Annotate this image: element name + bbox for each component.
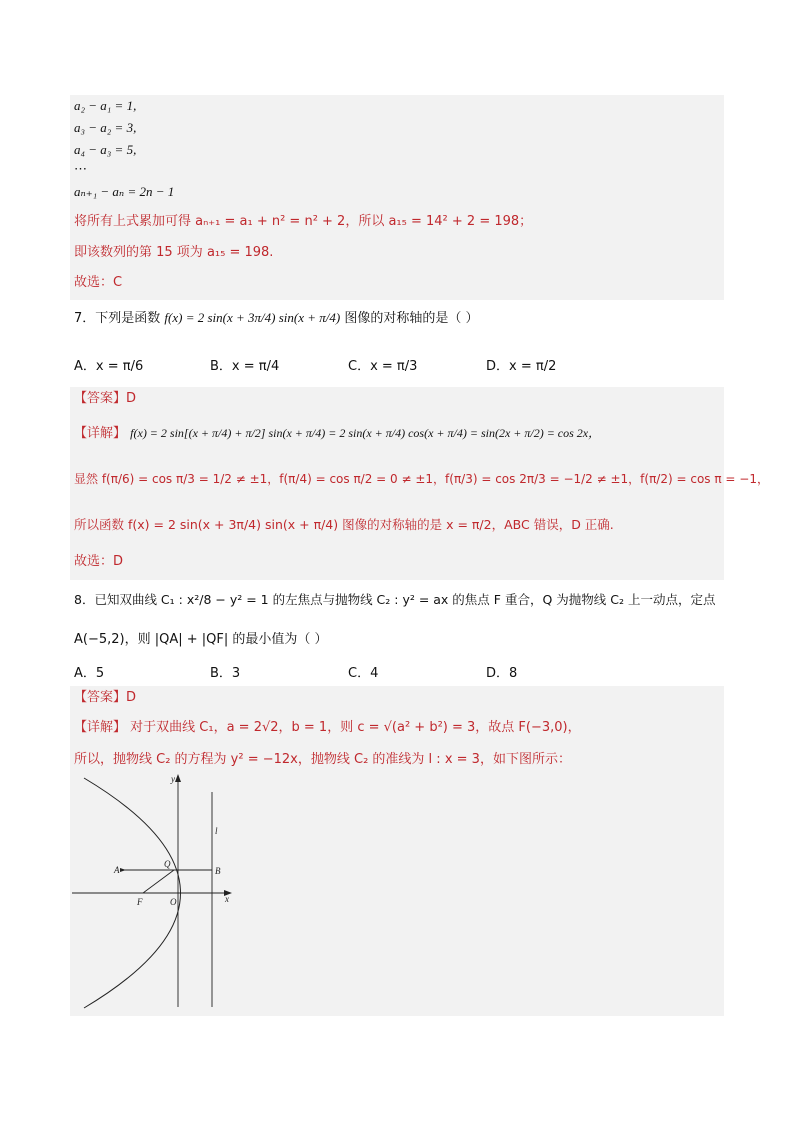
q8-option-d[interactable]: D．8	[486, 666, 518, 681]
sol6-ellipsis: ⋯	[74, 162, 87, 177]
q8-detail-text1: 对于双曲线 C₁，a = 2√2，b = 1，则 c = √(a² + b²) = 3，故点 F(−3,0)，	[130, 720, 581, 735]
q7-option-b[interactable]: B．x = π/4	[210, 359, 280, 374]
sol6-choice: 故选：C	[74, 275, 123, 290]
sol6-conclusion: 即该数列的第 15 项为 a₁₅ = 198.	[74, 245, 274, 260]
a-arrow	[120, 868, 126, 872]
q8-option-a[interactable]: A．5	[74, 666, 105, 681]
q8-option-b[interactable]: B．3	[210, 666, 241, 681]
q7-option-c[interactable]: C．x = π/3	[348, 359, 418, 374]
q7-detail-equation: f(x) = 2 sin[(x + π/4) + π/2] sin(x + π/4) = 2 sin(x + π/4) cos(x + π/4) = sin(2x + π/2) = cos 2x，	[130, 426, 601, 440]
q7-choice: 故选：D	[74, 554, 124, 569]
label-l: l	[215, 826, 218, 836]
q7-stem	[74, 310, 479, 327]
q7-detail	[74, 426, 600, 442]
q7-option-a[interactable]: A．x = π/6	[74, 359, 144, 374]
label-y: y	[171, 774, 175, 784]
q7-stem-function: f(x) = 2 sin(x + 3π/4) sin(x + π/4)	[164, 310, 341, 325]
q7-stem-pre: 7．下列是函数	[74, 311, 161, 326]
q8-detail-line2: 所以，抛物线 C₂ 的方程为 y² = −12x，抛物线 C₂ 的准线为 l : x = 3，如下图所示：	[74, 752, 571, 767]
label-o: O	[170, 897, 177, 907]
q8-option-c[interactable]: C．4	[348, 666, 379, 681]
q8-answer: 【答案】D	[74, 690, 137, 705]
label-q: Q	[164, 859, 171, 869]
sol6-eq3: a₄ − a₃ = 5,	[74, 142, 137, 157]
label-x: x	[225, 894, 229, 904]
sol6-eq1: a₂ − a₁ = 1,	[74, 98, 137, 113]
label-a: A	[114, 865, 120, 875]
q7-stem-post: 图像的对称轴的是（ ）	[344, 311, 479, 326]
q8-stem-line2: A(−5,2)，则 |QA| + |QF| 的最小值为（ ）	[74, 632, 328, 647]
y-axis-arrow	[175, 774, 181, 782]
sol6-sum-line: 将所有上式累加可得 aₙ₊₁ = a₁ + n² = n² + 2，所以 a₁₅ = 14² + 2 = 198；	[74, 214, 533, 229]
q7-check-line: 显然 f(π/6) = cos π/3 = 1/2 ≠ ±1，f(π/4) = cos π/2 = 0 ≠ ±1，f(π/3) = cos 2π/3 = −1/2 ≠ ±1，f(π/2) = cos π = −1，	[74, 472, 769, 486]
q7-result-line: 所以函数 f(x) = 2 sin(x + 3π/4) sin(x + π/4) 图像的对称轴的是 x = π/2，ABC 错误，D 正确.	[74, 517, 614, 532]
q7-detail-label: 【详解】	[74, 426, 127, 441]
q7-answer: 【答案】D	[74, 391, 137, 406]
sol6-eq4: aₙ₊₁ − aₙ = 2n − 1	[74, 184, 175, 199]
q7-option-d[interactable]: D．x = π/2	[486, 359, 557, 374]
line-f-to-q	[143, 870, 174, 893]
q8-detail-line1	[74, 720, 581, 736]
q8-stem-line1: 8．已知双曲线 C₁ : x²/8 − y² = 1 的左焦点与抛物线 C₂ : y² = ax 的焦点 F 重合，Q 为抛物线 C₂ 上一动点，定点	[74, 592, 716, 607]
sol6-eq2: a₃ − a₂ = 3,	[74, 120, 137, 135]
parabola-figure	[70, 772, 240, 1012]
q8-detail-label: 【详解】	[74, 720, 127, 735]
label-f: F	[137, 897, 143, 907]
label-b: B	[215, 866, 221, 876]
